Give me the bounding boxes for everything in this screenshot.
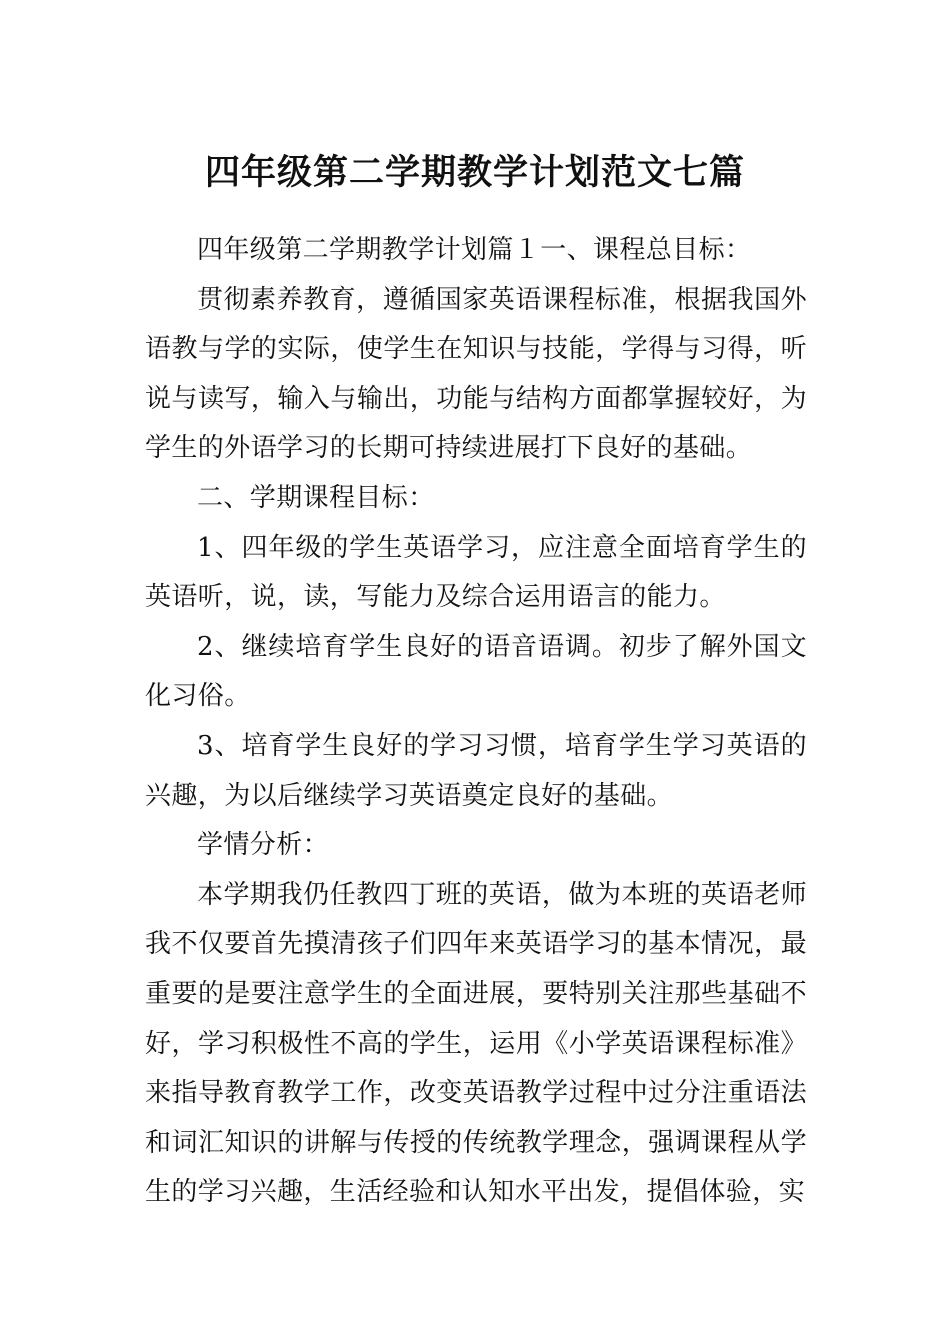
paragraph-analysis-heading: 学情分析： <box>197 830 330 861</box>
paragraph-course-goal-heading: 四年级第二学期教学计划篇１一、课程总目标： <box>197 235 752 265</box>
paragraph-goal-3: 3、培育学生良好的学习习惯，培育学生学习英语的兴趣，为以后继续学习英语奠定良好的基础。 <box>145 730 807 811</box>
paragraph-course-goal: 贯彻素养教育，遵循国家英语课程标准，根据我国外语教与学的实际，使学生在知识与技能，学得与习得，听说与读写，输入与输出，功能与结构方面都掌握较好，为学生的外语学习的长期可持续进展打下良好的基础。 <box>145 284 807 464</box>
paragraph-goal-1: 1、四年级的学生英语学习，应注意全面培育学生的英语听，说，读，写能力及综合运用语言的能力。 <box>145 532 807 613</box>
document-body <box>145 226 807 1218</box>
document-title: 四年级第二学期教学计划范文七篇 <box>204 153 745 194</box>
paragraph-semester-goal-heading: 二、学期课程目标： <box>197 482 435 513</box>
paragraph-goal-2: 2、继续培育学生良好的语音语调。初步了解外国文化习俗。 <box>145 631 807 712</box>
paragraph-analysis: 本学期我仍任教四丁班的英语，做为本班的英语老师我不仅要首先摸清孩子们四年来英语学习的基本情况，最重要的是要注意学生的全面进展，要特别关注那些基础不好，学习积极性不高的学生，运用《小学英语课程标准》来指导教育教学工作，改变英语教学过程中过分注重语法和词汇知识的讲解与传授的传统教学理念，强调课程从学生的学习兴趣，生活经验和认知水平出发，提倡体验，实 <box>145 879 807 1208</box>
